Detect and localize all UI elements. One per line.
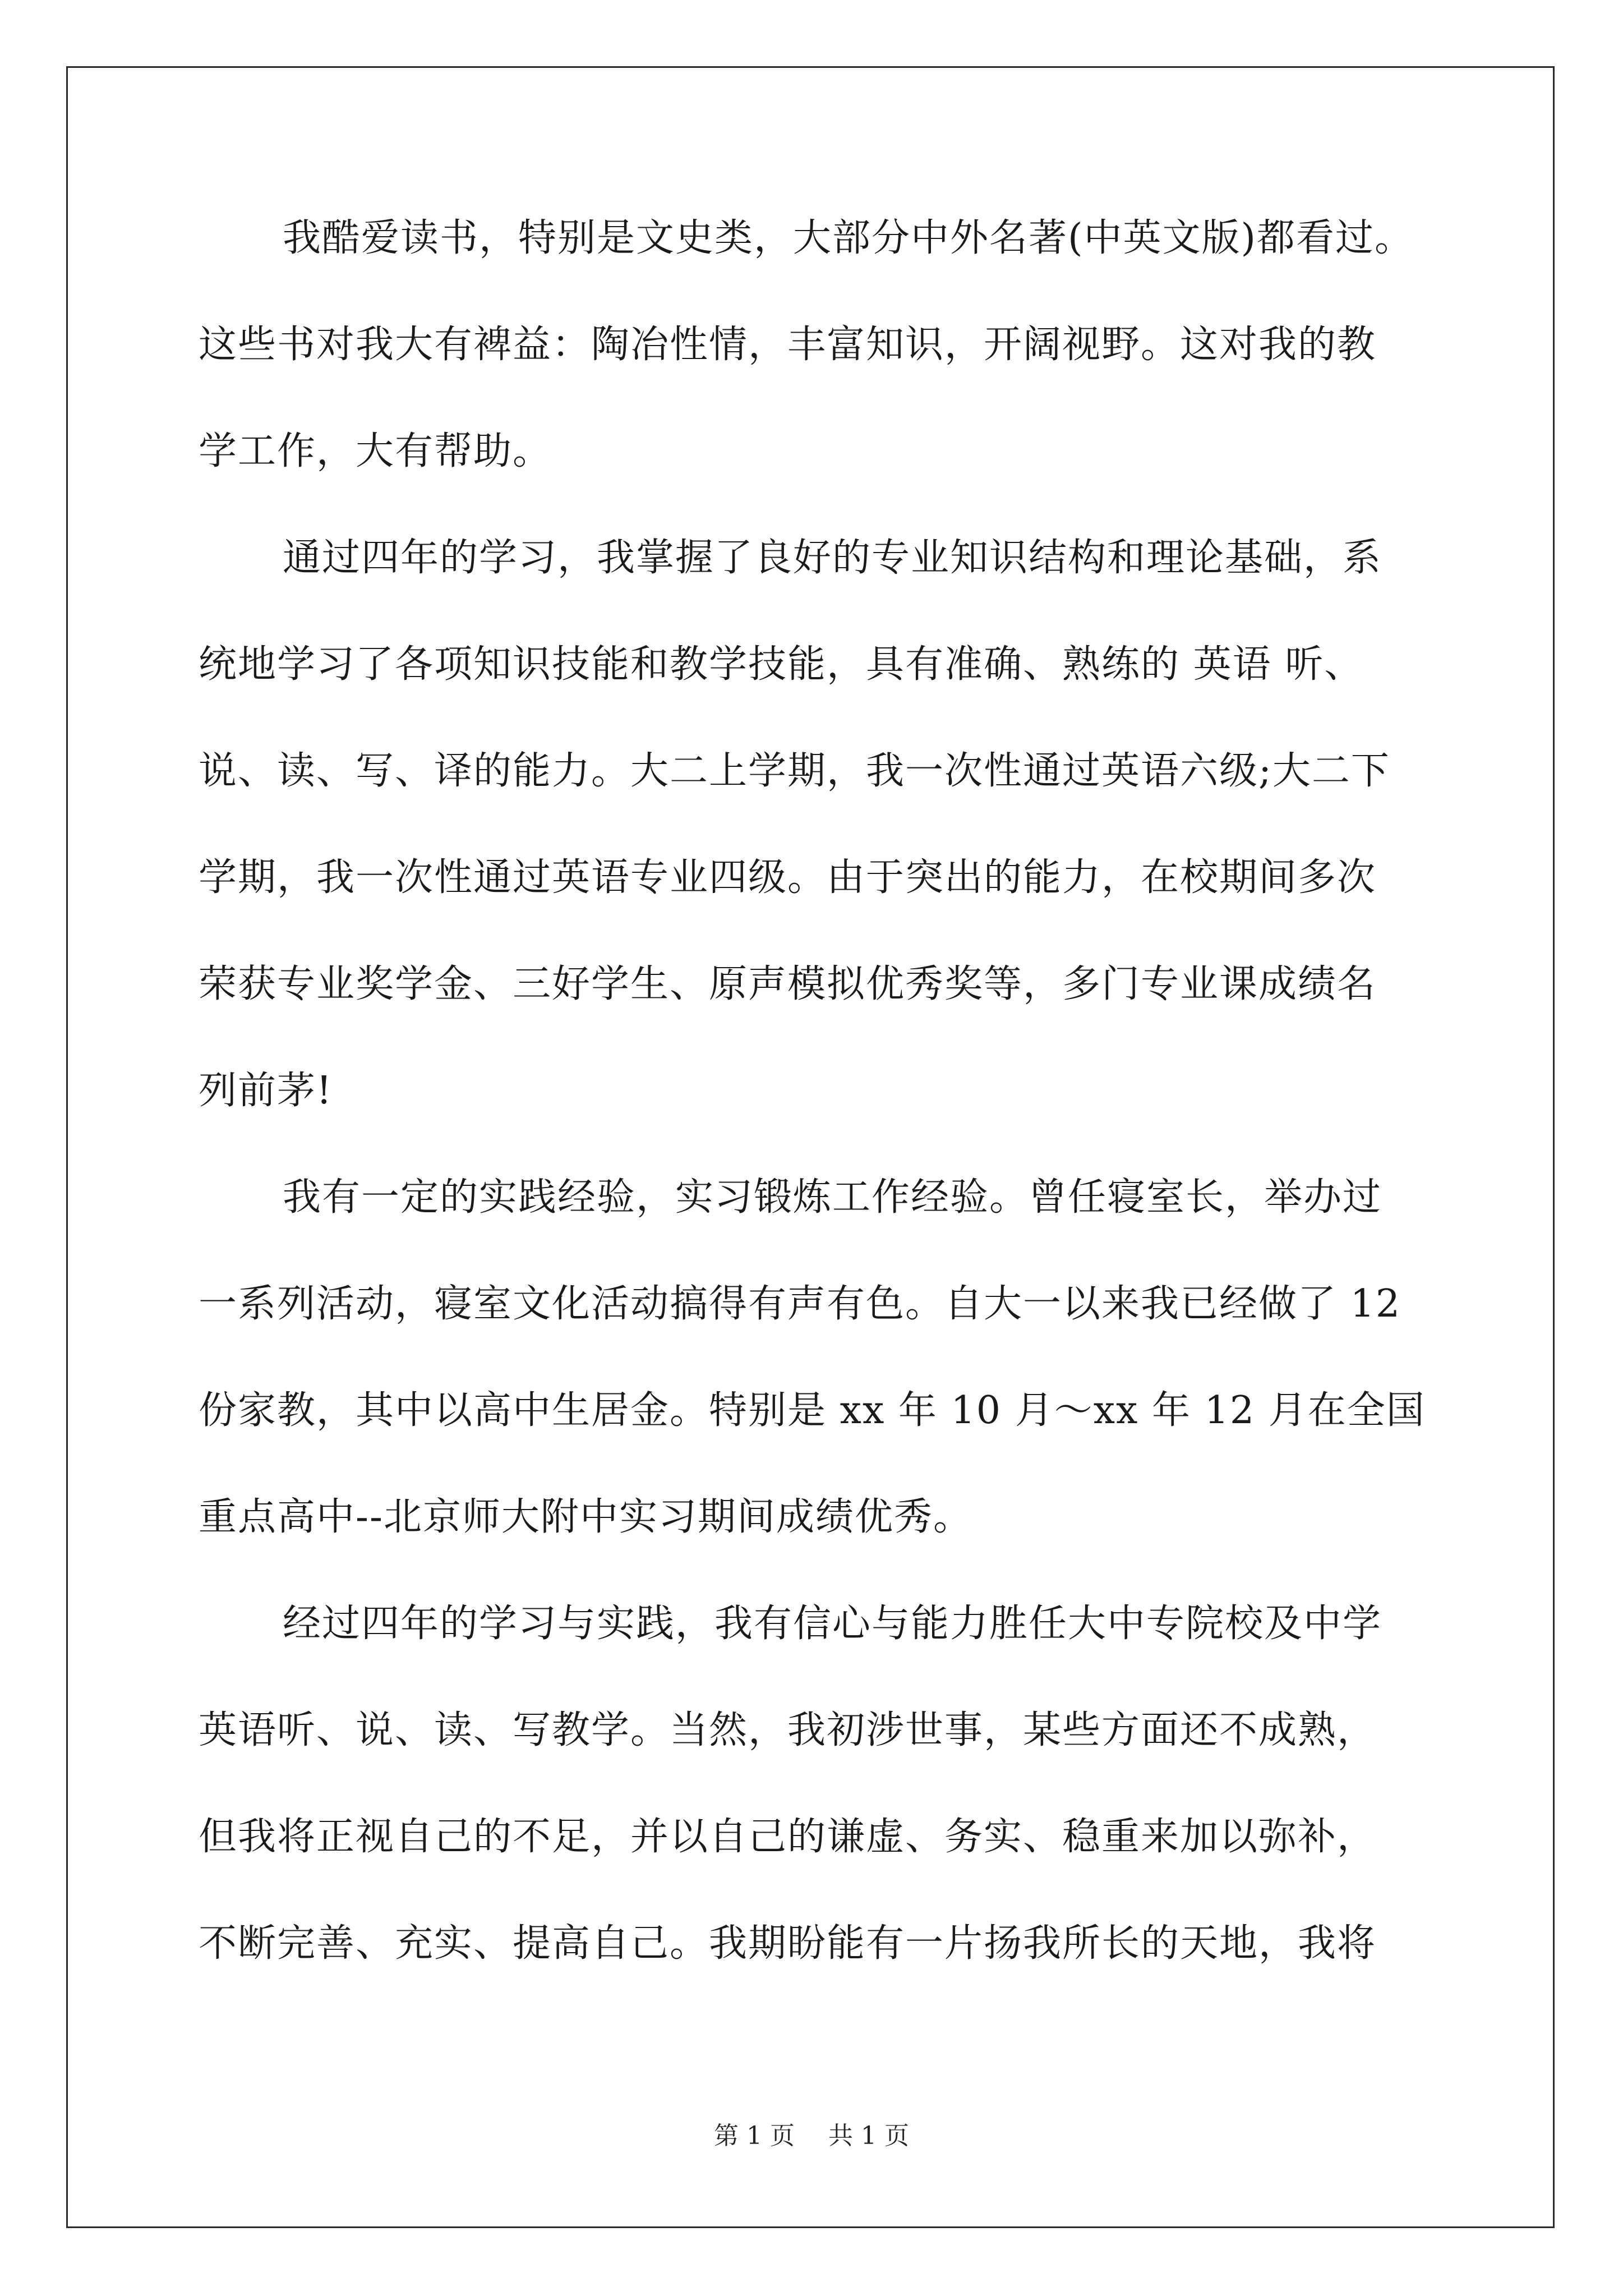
paragraph-1-line-1: 我酷爱读书，特别是文史类，大部分中外名著(中英文版)都看过。 [283,216,1414,260]
paragraph-3-line-3: 份家教，其中以高中生居金。特别是 xx 年 10 月～xx 年 12 月在全国 [199,1388,1426,1433]
paragraph-2-line-3: 说、读、写、译的能力。大二上学期，我一次性通过英语六级;大二下 [199,749,1390,793]
paragraph-2-line-6: 列前茅! [199,1069,333,1113]
paragraph-4-line-3: 但我将正视自己的不足，并以自己的谦虚、务实、稳重来加以弥补， [199,1815,1377,1859]
paragraph-3-line-1: 我有一定的实践经验，实习锻炼工作经验。曾任寝室长，举办过 [283,1175,1382,1220]
page-number-current: 第 1 页 [714,2122,795,2150]
paragraph-2-line-4: 学期，我一次性通过英语专业四级。由于突出的能力，在校期间多次 [199,855,1377,900]
paragraph-1-line-3: 学工作，大有帮助。 [199,429,552,473]
page-border [66,66,1555,2228]
paragraph-2-line-5: 荣获专业奖学金、三好学生、原声模拟优秀奖等，多门专业课成绩名 [199,962,1377,1006]
paragraph-4-line-2: 英语听、说、读、写教学。当然，我初涉世事，某些方面还不成熟， [199,1708,1377,1752]
page-number-total: 共 1 页 [828,2122,909,2150]
paragraph-3-line-4: 重点高中--北京师大附中实习期间成绩优秀。 [199,1495,972,1539]
paragraph-2-line-1: 通过四年的学习，我掌握了良好的专业知识结构和理论基础，系 [283,536,1382,580]
paragraph-4-line-4: 不断完善、充实、提高自己。我期盼能有一片扬我所长的天地，我将 [199,1921,1377,1966]
paragraph-3-line-2: 一系列活动，寝室文化活动搞得有声有色。自大一以来我已经做了 12 [199,1282,1401,1326]
paragraph-1-line-2: 这些书对我大有裨益：陶冶性情，丰富知识，开阔视野。这对我的教 [199,323,1377,367]
paragraph-2-line-2: 统地学习了各项知识技能和教学技能，具有准确、熟练的 英语 听、 [199,642,1364,687]
page-footer [0,2119,1623,2153]
paragraph-4-line-1: 经过四年的学习与实践，我有信心与能力胜任大中专院校及中学 [283,1602,1382,1646]
